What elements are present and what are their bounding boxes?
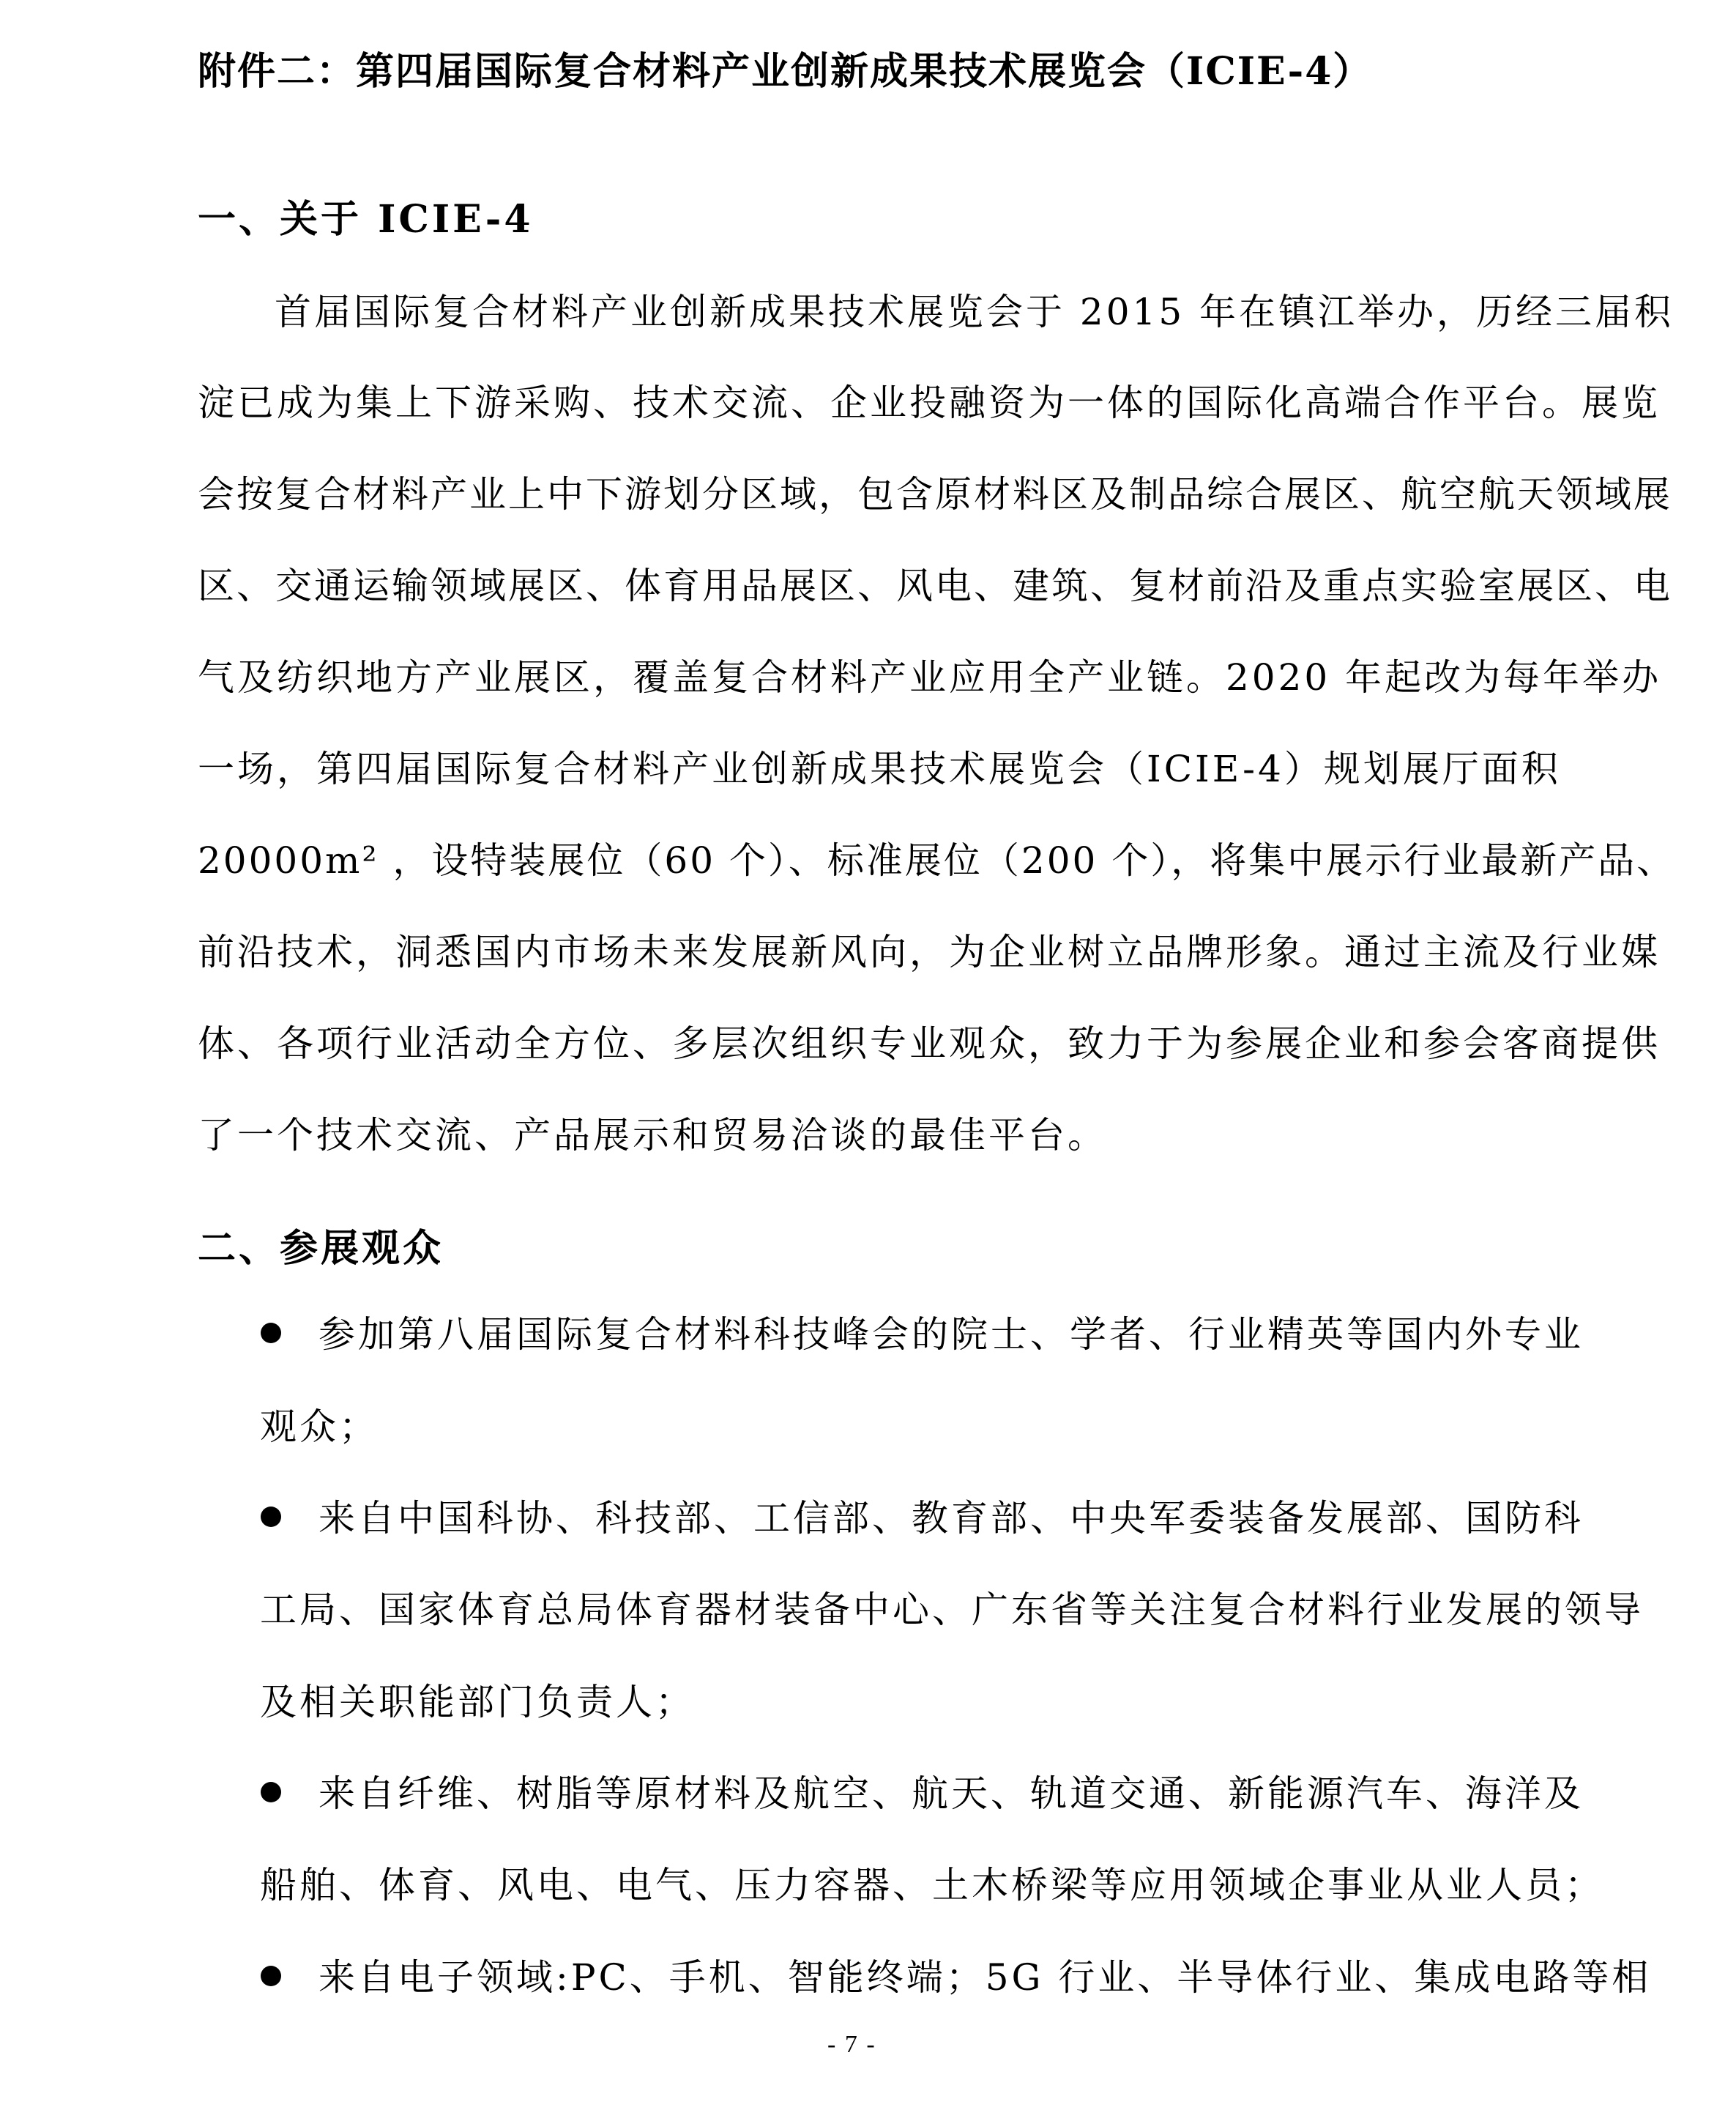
bullet-icon [261,1966,281,1986]
section-heading-audience: 二、参展观众 [198,1226,444,1271]
bullet-line: 来自纤维、树脂等原材料及航空、航天、轨道交通、新能源汽车、海洋及 [318,1772,1584,1815]
paragraph-line: 会按复合材料产业上中下游划分区域，包含原材料区及制品综合展区、航空航天领域展 [198,473,1672,516]
paragraph-line: 体、各项行业活动全方位、多层次组织专业观众，致力于为参展企业和参会客商提供 [198,1022,1661,1065]
bullet-line: 观众； [260,1405,379,1448]
bullet-icon [261,1323,281,1343]
bullet-icon [261,1507,281,1527]
bullet-line: 船舶、体育、风电、电气、压力容器、土木桥梁等应用领域企事业从业人员； [260,1864,1604,1906]
paragraph-line: 一场，第四届国际复合材料产业创新成果技术展览会（ICIE-4）规划展厅面积 [198,748,1561,790]
paragraph-line: 区、交通运输领域展区、体育用品展区、风电、建筑、复材前沿及重点实验室展区、电 [198,565,1672,607]
section-heading-about: 一、关于 ICIE-4 [198,197,534,242]
bullet-line: 参加第八届国际复合材料科技峰会的院士、学者、行业精英等国内外专业 [318,1313,1584,1356]
paragraph-line: 首届国际复合材料产业创新成果技术展览会于 2015 年在镇江举办，历经三届积 [275,291,1674,333]
document-title: 附件二：第四届国际复合材料产业创新成果技术展览会（ICIE-4） [198,49,1373,94]
paragraph-line: 20000m² ，设特装展位（60 个）、标准展位（200 个），将集中展示行业最新产品、 [198,839,1676,882]
paragraph-line: 淀已成为集上下游采购、技术交流、企业投融资为一体的国际化高端合作平台。展览 [198,382,1661,424]
page-number: - 7 - [827,2031,876,2058]
bullet-line: 来自电子领域:PC、手机、智能终端；5G 行业、半导体行业、集成电路等相 [318,1956,1652,1999]
bullet-icon [261,1782,281,1802]
bullet-line: 工局、国家体育总局体育器材装备中心、广东省等关注复合材料行业发展的领导 [260,1589,1644,1631]
bullet-line: 来自中国科协、科技部、工信部、教育部、中央军委装备发展部、国防科 [318,1497,1584,1539]
bullet-line: 及相关职能部门负责人； [260,1681,695,1723]
paragraph-line: 前沿技术，洞悉国内市场未来发展新风向，为企业树立品牌形象。通过主流及行业媒 [198,931,1661,973]
paragraph-line: 气及纺织地方产业展区，覆盖复合材料产业应用全产业链。2020 年起改为每年举办 [198,656,1662,699]
paragraph-line: 了一个技术交流、产品展示和贸易洽谈的最佳平台。 [198,1114,1107,1156]
